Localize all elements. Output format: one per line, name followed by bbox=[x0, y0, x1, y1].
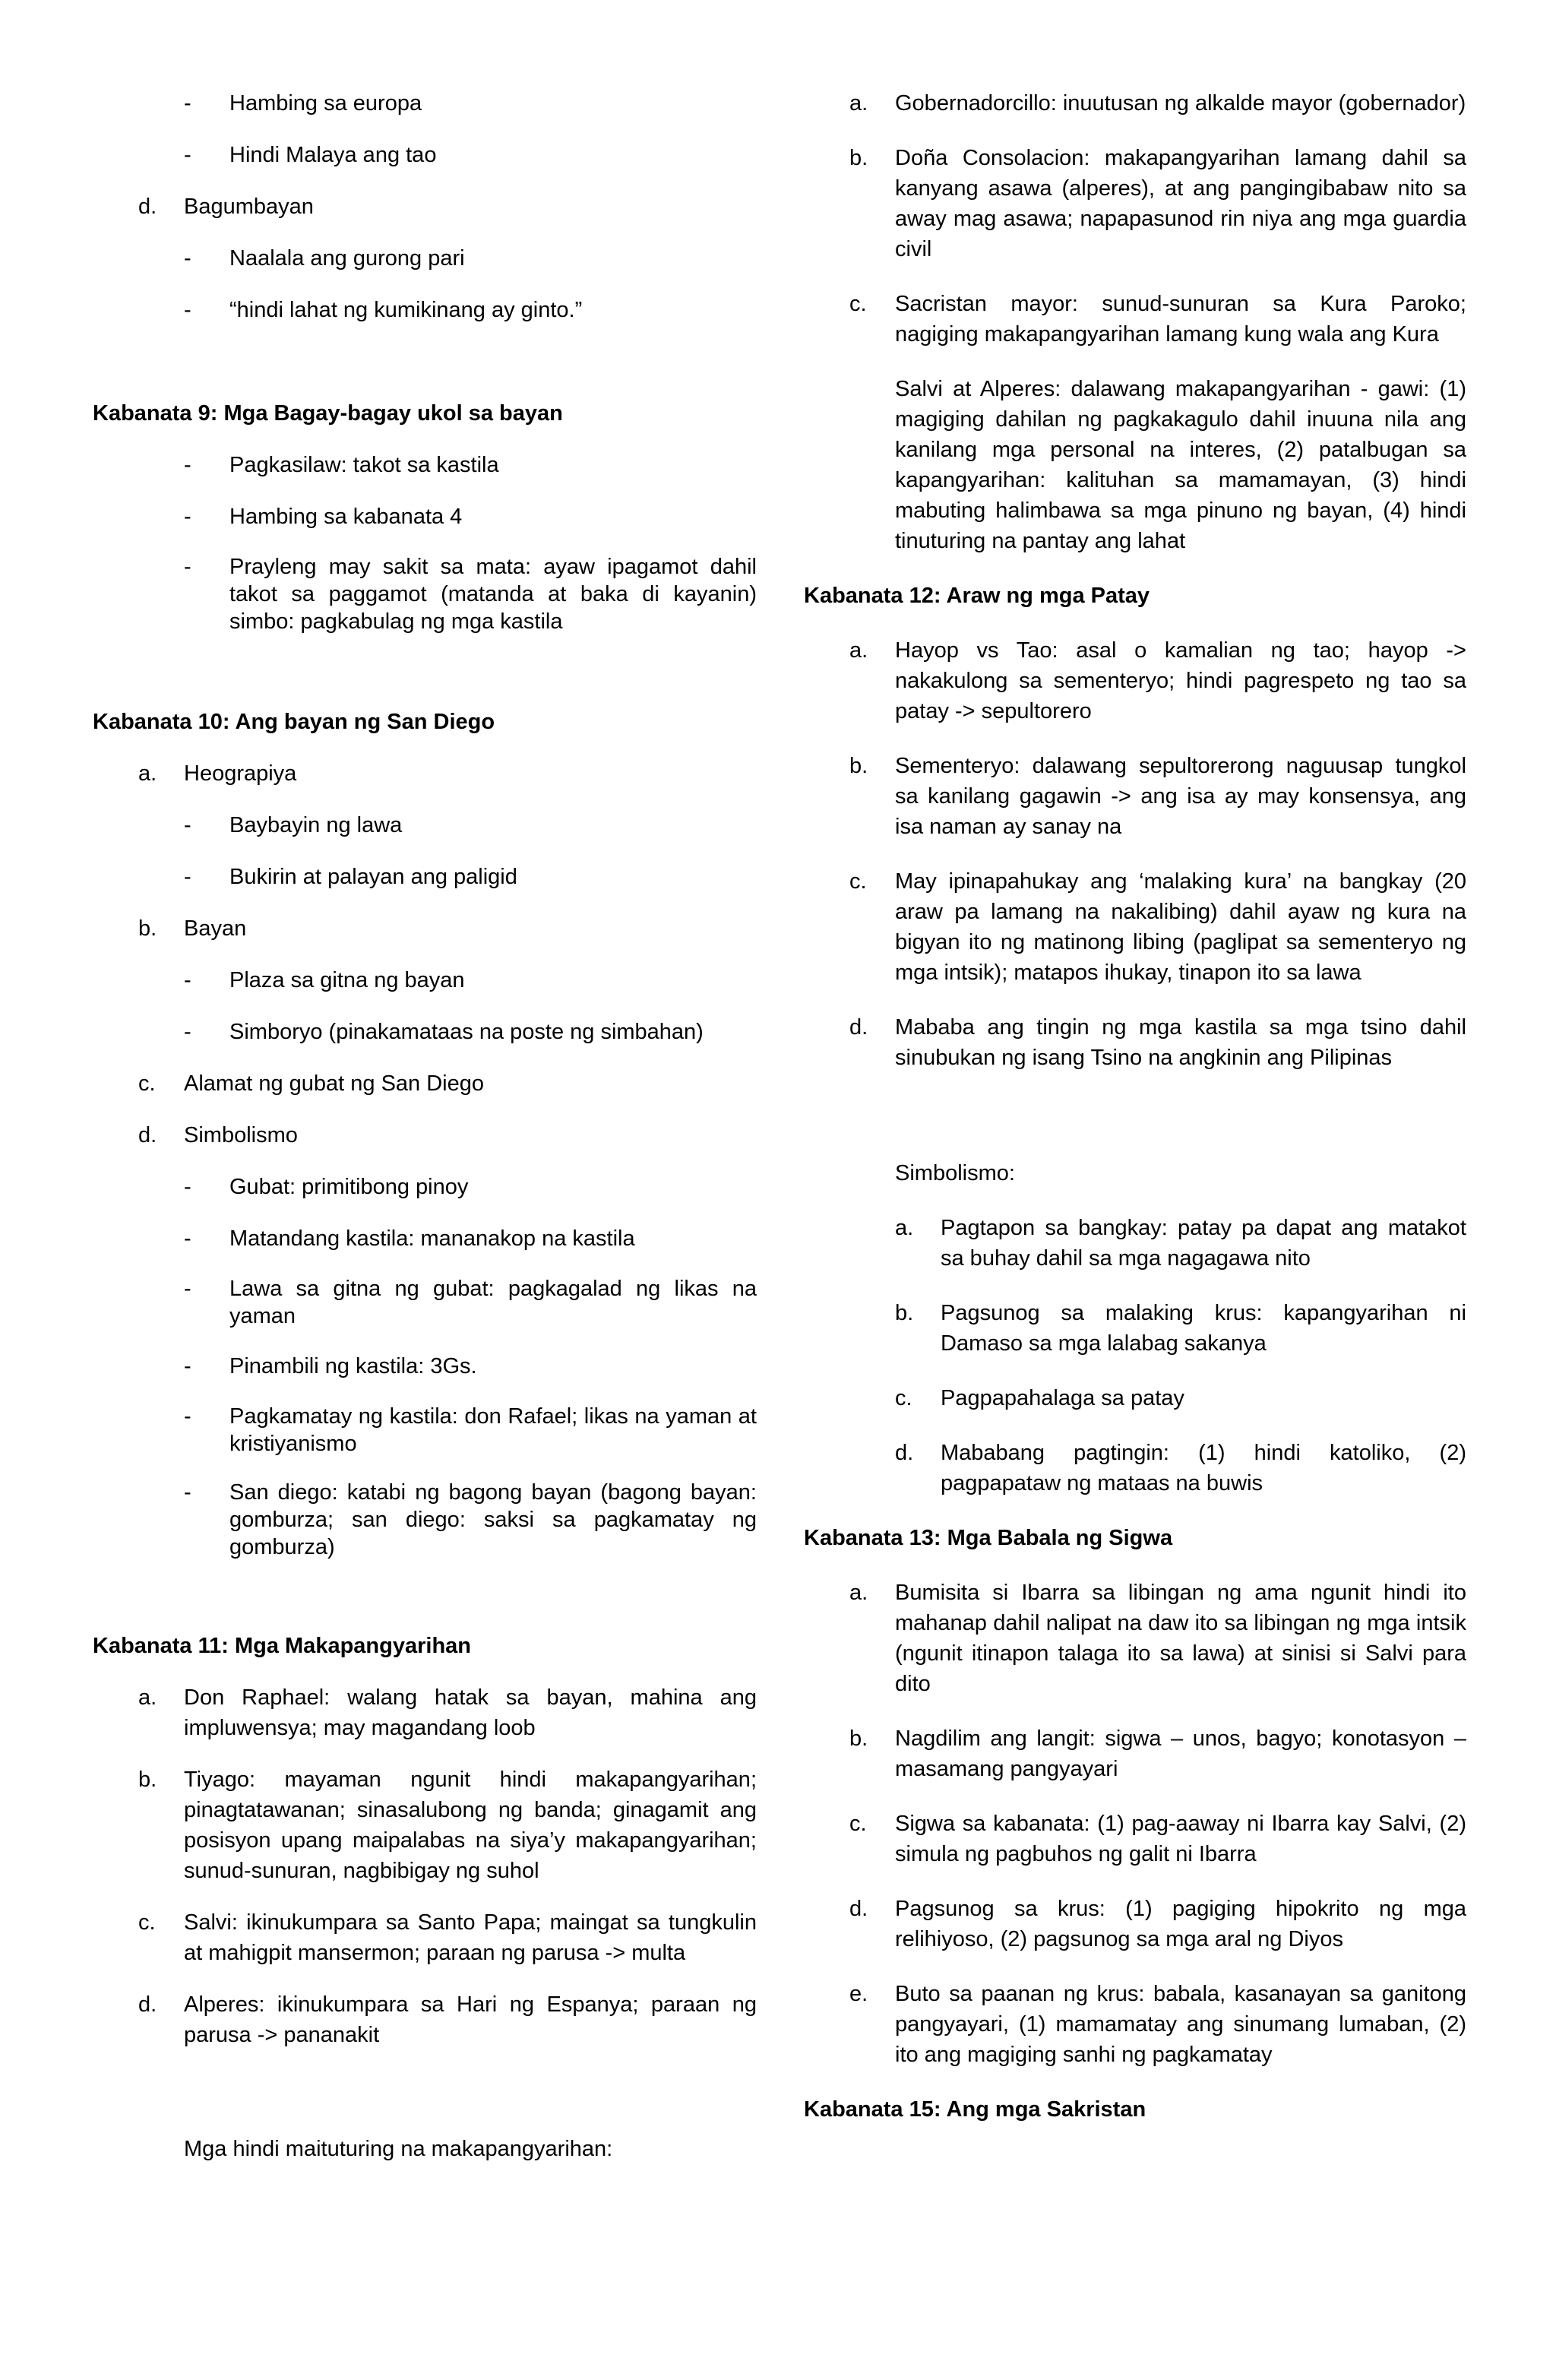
list-item bbox=[93, 1403, 757, 1457]
bullet-dash: - bbox=[184, 1175, 191, 1199]
list-item bbox=[804, 1012, 1466, 1073]
list-item bbox=[93, 913, 757, 944]
list-item bbox=[804, 1723, 1466, 1784]
list-marker: b. bbox=[849, 754, 868, 778]
list-item bbox=[93, 1068, 757, 1099]
list-item bbox=[804, 289, 1466, 350]
section-heading-k11: Kabanata 11: Mga Makapangyarihan bbox=[93, 1634, 471, 1658]
list-marker: a. bbox=[138, 1685, 157, 1710]
list-item-text: Gubat: primitibong pinoy bbox=[229, 1175, 469, 1199]
section-heading-k15: Kabanata 15: Ang mga Sakristan bbox=[804, 2097, 1146, 2122]
simbolismo-label: Simbolismo: bbox=[895, 1161, 1015, 1185]
list-item-text: Pagsunog sa krus: (1) pagiging hipokrito ng mga relihiyoso, (2) pagsunog sa mga aral ng Diyos bbox=[895, 1897, 1466, 1951]
bullet-dash: - bbox=[184, 91, 191, 116]
list-marker: a. bbox=[138, 761, 157, 786]
list-item-text: Simbolismo bbox=[184, 1123, 298, 1147]
list-item-text: Naalala ang gurong pari bbox=[229, 246, 465, 271]
right-column bbox=[804, 88, 1466, 2125]
list-item bbox=[93, 1989, 757, 2050]
bullet-dash: - bbox=[184, 813, 191, 837]
section-heading-k9: Kabanata 9: Mga Bagay-bagay ukol sa bayan bbox=[93, 401, 563, 426]
bullet-dash: - bbox=[184, 1480, 191, 1505]
list-marker: a. bbox=[849, 1581, 868, 1605]
list-marker: d. bbox=[849, 1015, 868, 1040]
list-marker: c. bbox=[895, 1386, 912, 1410]
list-marker: e. bbox=[849, 1982, 868, 2006]
list-item-text: Gobernadorcillo: inuutusan ng alkalde mayor (gobernador) bbox=[895, 91, 1466, 116]
list-item bbox=[93, 1275, 757, 1330]
list-marker: d. bbox=[138, 195, 157, 219]
list-marker: c. bbox=[849, 869, 867, 894]
list-item-text: Hambing sa europa bbox=[229, 91, 422, 116]
list-marker: c. bbox=[849, 292, 867, 316]
list-item-text: Bagumbayan bbox=[184, 195, 314, 219]
list-item-text: Alperes: ikinukumpara sa Hari ng Espanya; paraan ng parusa -> pananakit bbox=[184, 1992, 757, 2047]
list-item-text: Mababa ang tingin ng mga kastila sa mga tsino dahil sinubukan ng isang Tsino na angkinin ang Pilipinas bbox=[895, 1015, 1466, 1070]
bullet-dash: - bbox=[184, 298, 191, 322]
list-item-text: Bukirin at palayan ang paligid bbox=[229, 865, 517, 889]
bullet-dash: - bbox=[184, 1354, 191, 1378]
bullet-dash: - bbox=[184, 1020, 191, 1044]
list-item bbox=[804, 1894, 1466, 1954]
list-item bbox=[93, 88, 757, 119]
list-item-text: Sacristan mayor: sunud-sunuran sa Kura Paroko; nagiging makapangyarihan lamang kung wala ang Kura bbox=[895, 292, 1466, 347]
list-item-text: Hambing sa kabanata 4 bbox=[229, 505, 463, 529]
list-marker: d. bbox=[895, 1441, 914, 1465]
list-item-text: Bumisita si Ibarra sa libingan ng ama ngunit hindi ito mahanap dahil nalipat na daw ito sa libingan ng mga intsik (ngunit itinapon talaga ito sa lawa) at sinisi si Salvi para dito bbox=[895, 1581, 1466, 1696]
list-item bbox=[804, 1298, 1466, 1359]
list-marker: d. bbox=[138, 1992, 157, 2017]
list-marker: b. bbox=[849, 146, 868, 170]
list-item bbox=[93, 862, 757, 892]
section-heading-k12: Kabanata 12: Araw ng mga Patay bbox=[804, 584, 1150, 608]
list-item bbox=[804, 143, 1466, 264]
list-item-text: Nagdilim ang langit: sigwa – unos, bagyo; konotasyon – masamang pangyayari bbox=[895, 1726, 1466, 1781]
list-item bbox=[804, 1578, 1466, 1699]
list-item-text: Alamat ng gubat ng San Diego bbox=[184, 1071, 484, 1096]
list-item bbox=[804, 1213, 1466, 1274]
list-item-text: Plaza sa gitna ng bayan bbox=[229, 968, 465, 992]
list-item bbox=[93, 1479, 757, 1561]
list-item bbox=[93, 1682, 757, 1743]
list-item bbox=[93, 965, 757, 995]
list-item bbox=[804, 1438, 1466, 1499]
section-heading-k13: Kabanata 13: Mga Babala ng Sigwa bbox=[804, 1526, 1173, 1550]
list-item-text: Pagkasilaw: takot sa kastila bbox=[229, 453, 499, 477]
list-marker: b. bbox=[895, 1301, 914, 1325]
list-marker: a. bbox=[895, 1216, 914, 1240]
list-item bbox=[804, 751, 1466, 842]
list-item-text: Sigwa sa kabanata: (1) pag-aaway ni Ibarra kay Salvi, (2) simula ng pagbuhos ng galit ni Ibarra bbox=[895, 1812, 1466, 1866]
bullet-dash: - bbox=[184, 1404, 191, 1429]
list-item bbox=[93, 191, 757, 222]
list-item-text: Pagpapahalaga sa patay bbox=[941, 1386, 1184, 1410]
list-marker: a. bbox=[849, 91, 868, 116]
list-item-text: Don Raphael: walang hatak sa bayan, mahina ang impluwensya; may magandang loob bbox=[184, 1685, 757, 1740]
list-item bbox=[93, 758, 757, 789]
list-item-text: Baybayin ng lawa bbox=[229, 813, 403, 837]
list-item-text: Lawa sa gitna ng gubat: pagkagalad ng likas na yaman bbox=[229, 1277, 757, 1328]
list-item bbox=[93, 1764, 757, 1886]
list-item bbox=[93, 1120, 757, 1150]
section-heading-k10: Kabanata 10: Ang bayan ng San Diego bbox=[93, 710, 495, 734]
list-item bbox=[804, 1979, 1466, 2070]
list-item bbox=[93, 1351, 757, 1381]
list-item-text: Hayop vs Tao: asal o kamalian ng tao; hayop -> nakakulong sa sementeryo; hindi pagrespeto ng tao sa patay -> sepultorero bbox=[895, 638, 1466, 723]
list-marker: a. bbox=[849, 638, 868, 663]
list-item-text: “hindi lahat ng kumikinang ay ginto.” bbox=[229, 298, 583, 322]
list-item bbox=[93, 1907, 757, 1968]
list-marker: c. bbox=[138, 1910, 156, 1935]
list-item-text: May ipinapahukay ang ‘malaking kura’ na bangkay (20 araw pa lamang na nakalibing) dahil ayaw ng kura na bigyan ito ng matinong libing (paglipat sa sementeryo ng mga intsik); matapos ihukay, tinapon ito sa lawa bbox=[895, 869, 1466, 985]
list-item-text: Heograpiya bbox=[184, 761, 297, 786]
list-item bbox=[804, 1383, 1466, 1413]
list-item-text: Doña Consolacion: makapangyarihan lamang dahil sa kanyang asawa (alperes), at ang pangingibabaw nito sa away mag asawa; napapasunod rin niya ang mga guardia civil bbox=[895, 146, 1466, 261]
list-item bbox=[804, 866, 1466, 988]
bullet-dash: - bbox=[184, 505, 191, 529]
list-item bbox=[804, 1809, 1466, 1869]
list-item-text: Mababang pagtingin: (1) hindi katoliko, (2) pagpapataw ng mataas na buwis bbox=[941, 1441, 1466, 1495]
list-marker: d. bbox=[138, 1123, 157, 1147]
list-item bbox=[93, 1172, 757, 1202]
left-column bbox=[93, 88, 757, 2164]
list-item-text: Salvi: ikinukumpara sa Santo Papa; maingat sa tungkulin at mahigpit mansermon; paraan ng parusa -> multa bbox=[184, 1910, 757, 1965]
bullet-dash: - bbox=[184, 968, 191, 992]
list-item-text: Hindi Malaya ang tao bbox=[229, 143, 437, 167]
list-item bbox=[93, 140, 757, 170]
list-item bbox=[93, 295, 757, 325]
list-item bbox=[93, 243, 757, 274]
list-marker: c. bbox=[849, 1812, 867, 1836]
bullet-dash: - bbox=[184, 1226, 191, 1251]
list-item bbox=[804, 635, 1466, 726]
list-marker: c. bbox=[138, 1071, 156, 1096]
bullet-dash: - bbox=[184, 1277, 191, 1301]
paragraph: Mga hindi maituturing na makapangyarihan: bbox=[184, 2137, 613, 2161]
list-item-text: Sementeryo: dalawang sepultorerong naguusap tungkol sa kanilang gagawin -> ang isa ay may konsensya, ang isa naman ay sanay na bbox=[895, 754, 1466, 839]
list-item-text: Bayan bbox=[184, 916, 247, 941]
paragraph: Salvi at Alperes: dalawang makapangyarihan - gawi: (1) magiging dahilan ng pagkakagulo dahil inuuna nila ang kanilang mga personal na interes, (2) patalbugan sa kapangyarihan: kalituhan sa mamamayan, (3) hindi mabuting halimbawa sa mga pinuno ng bayan, (4) hindi tinuturing na pantay ang lahat bbox=[895, 377, 1466, 553]
list-marker: b. bbox=[849, 1726, 868, 1751]
list-marker: b. bbox=[138, 1768, 157, 1792]
bullet-dash: - bbox=[184, 555, 191, 579]
list-item-text: Tiyago: mayaman ngunit hindi makapangyarihan; pinagtatawanan; sinasalubong ng banda; ginagamit ang posisyon upang maipalabas na siya’y makapangyarihan; sunud-sunuran, nagbibigay ng suhol bbox=[184, 1768, 757, 1883]
bullet-dash: - bbox=[184, 246, 191, 271]
list-item bbox=[93, 1223, 757, 1254]
list-item bbox=[804, 88, 1466, 119]
list-marker: d. bbox=[849, 1897, 868, 1921]
list-item-text: Pagtapon sa bangkay: patay pa dapat ang matakot sa buhay dahil sa mga nagagawa nito bbox=[941, 1216, 1466, 1271]
list-item bbox=[93, 810, 757, 840]
list-item bbox=[93, 450, 757, 480]
list-item-text: Pinambili ng kastila: 3Gs. bbox=[229, 1354, 477, 1378]
list-item-text: Simboryo (pinakamataas na poste ng simbahan) bbox=[229, 1020, 704, 1044]
list-item-text: Pagkamatay ng kastila: don Rafael; likas na yaman at kristiyanismo bbox=[229, 1404, 757, 1456]
list-item-text: Prayleng may sakit sa mata: ayaw ipagamot dahil takot sa paggamot (matanda at baka di kayanin) simbo: pagkabulag ng mga kastila bbox=[229, 555, 757, 634]
bullet-dash: - bbox=[184, 865, 191, 889]
bullet-dash: - bbox=[184, 453, 191, 477]
list-item-text: Pagsunog sa malaking krus: kapangyarihan ni Damaso sa mga lalabag sakanya bbox=[941, 1301, 1466, 1356]
list-marker: b. bbox=[138, 916, 157, 941]
list-item bbox=[93, 1017, 757, 1047]
bullet-dash: - bbox=[184, 143, 191, 167]
list-item bbox=[93, 502, 757, 532]
list-item bbox=[93, 553, 757, 635]
list-item-text: Matandang kastila: mananakop na kastila bbox=[229, 1226, 635, 1251]
list-item-text: San diego: katabi ng bagong bayan (bagong bayan: gomburza; san diego: saksi sa pagkamatay ng gomburza) bbox=[229, 1480, 757, 1559]
list-item-text: Buto sa paanan ng krus: babala, kasanayan sa ganitong pangyayari, (1) mamamatay ang sinumang lumaban, (2) ito ang magiging sanhi ng pagkamatay bbox=[895, 1982, 1466, 2067]
